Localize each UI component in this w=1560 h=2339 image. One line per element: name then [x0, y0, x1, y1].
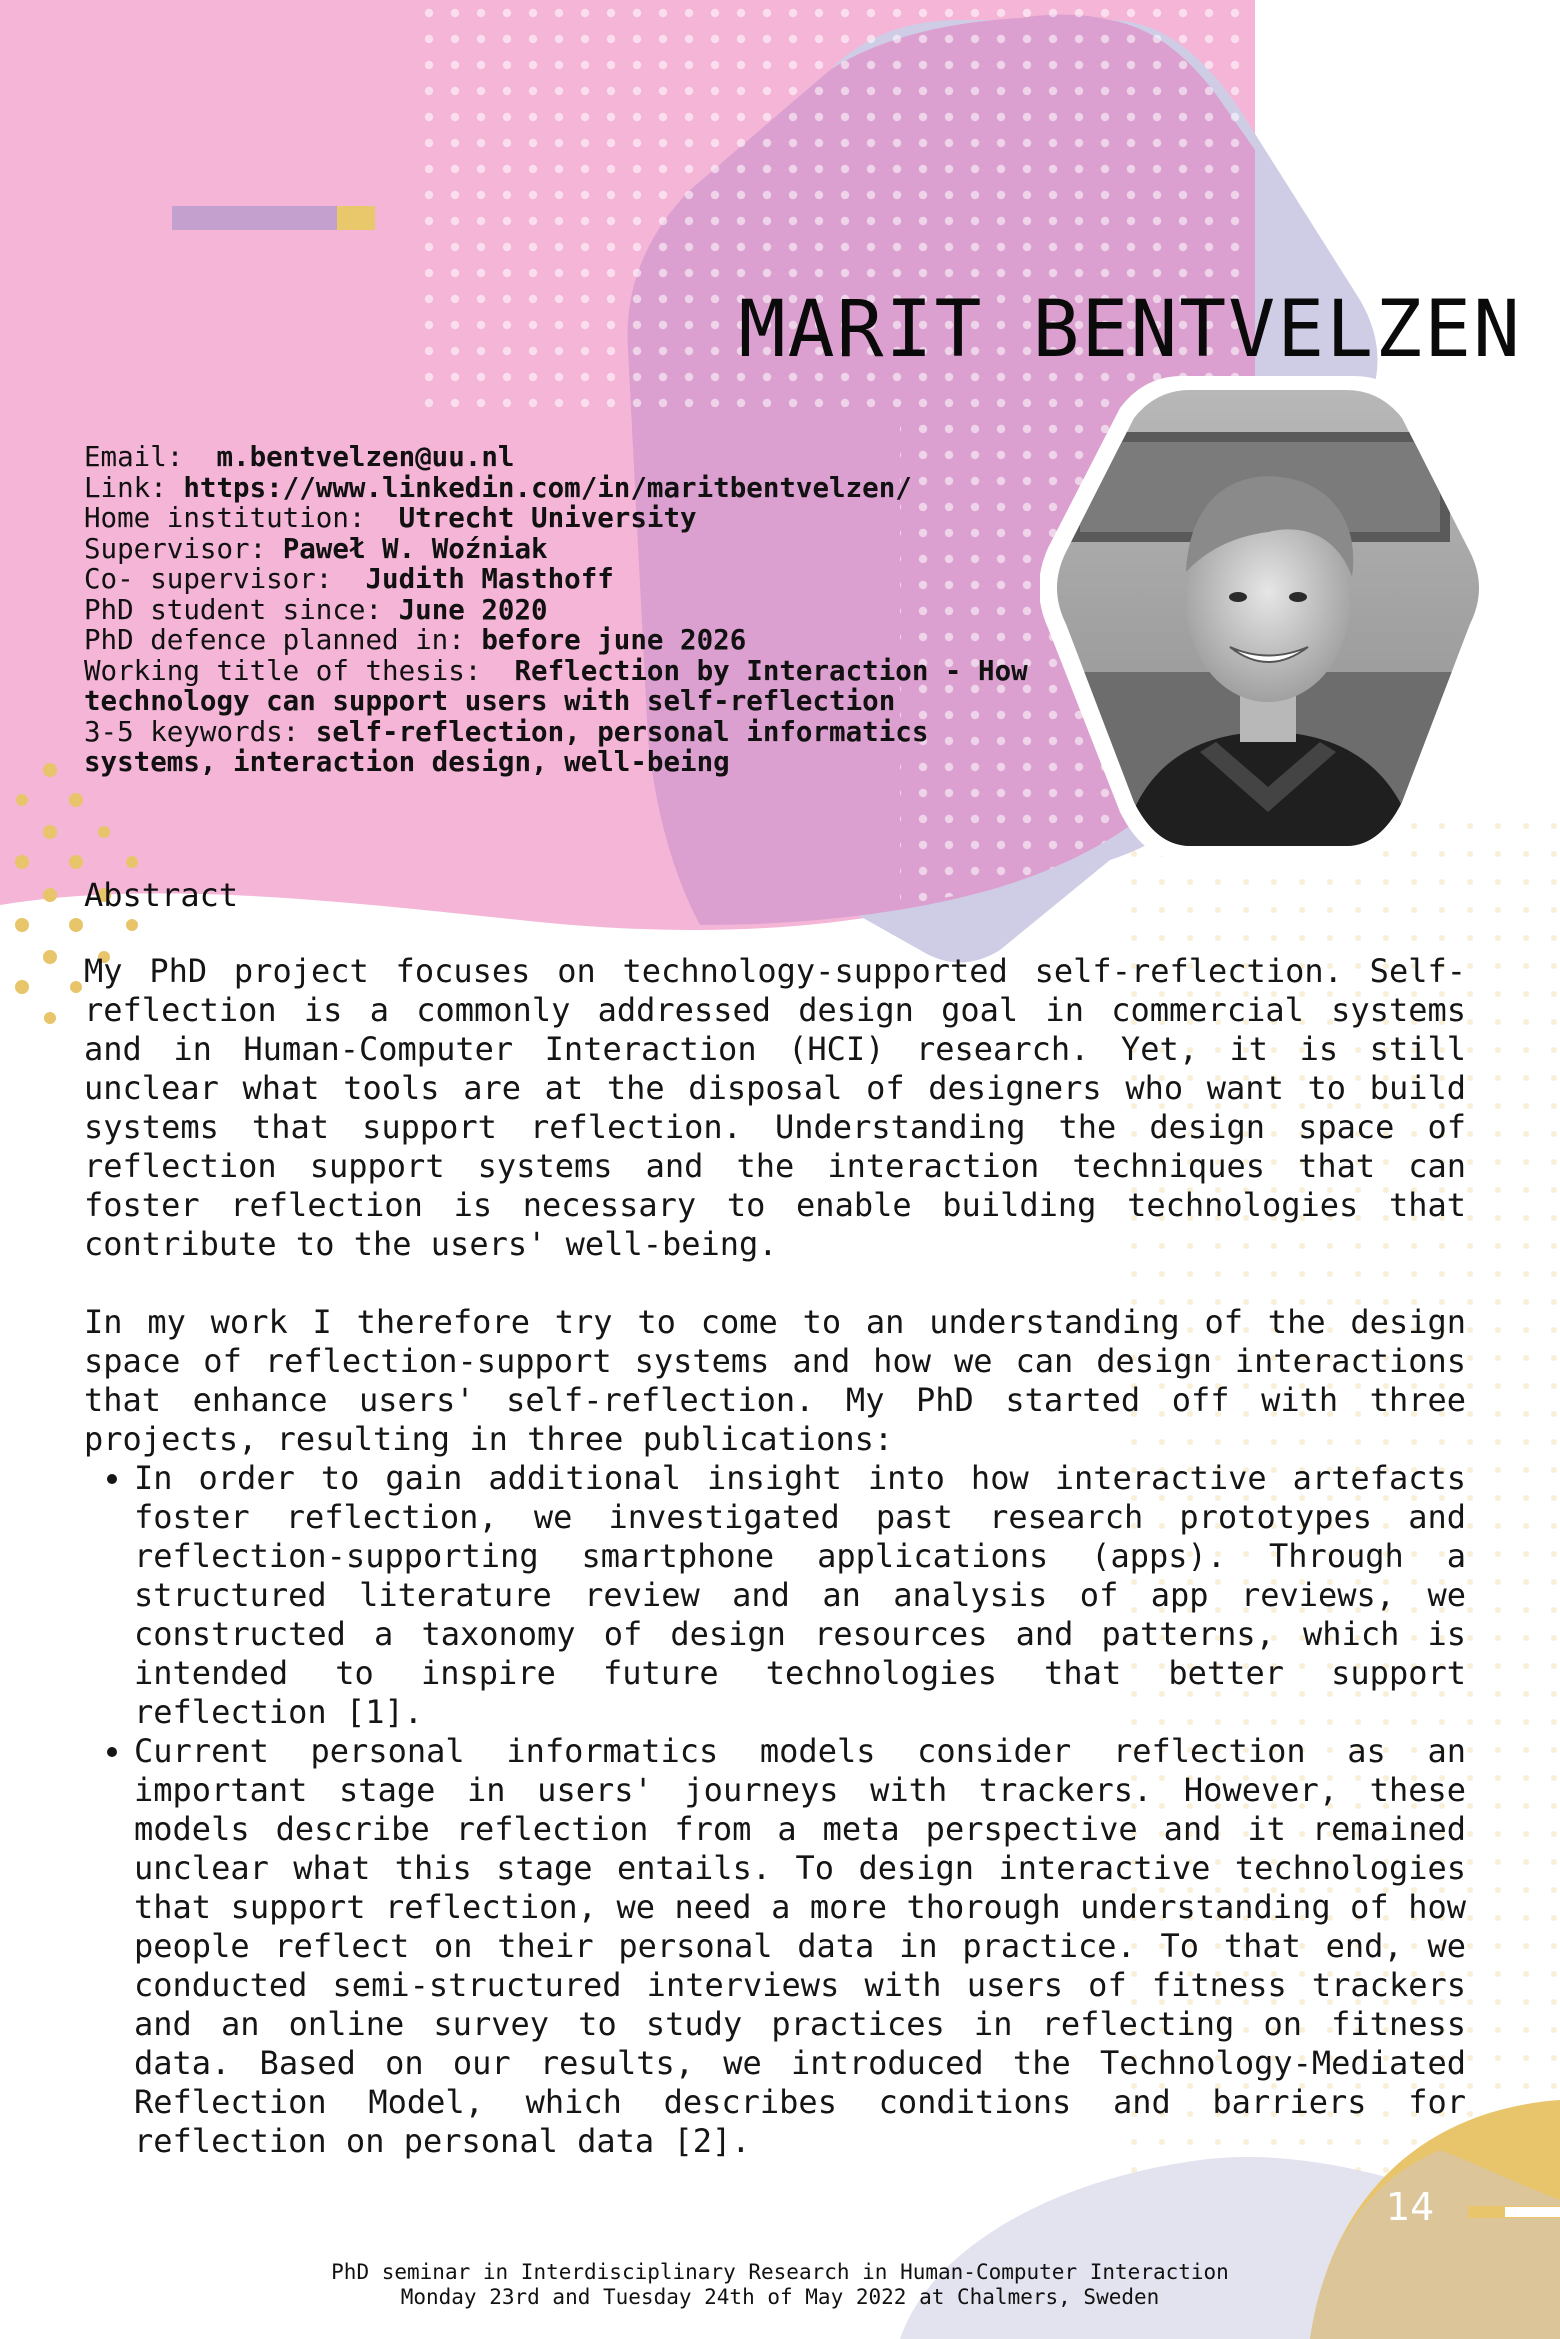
abstract-heading: Abstract — [84, 876, 239, 914]
detail-defence-planned: PhD defence planned in: before june 2026 — [84, 624, 747, 656]
list-item: • Current personal informatics models consider reflection as an important stage in users' journeys with trackers. However, these models describe reflection from a meta perspective and it remained unclear what this stage entails. To design interactive technologies that support reflection, we need a more thorough understanding of how people reflect on their personal data in practice. To that end, we conducted semi-structured interviews with users of fitness trackers and an online survey to study practices in reflecting on fitness data. Based on our results, we introduced the Technology-Mediated Reflection Model, which describes conditions and barriers for reflection on personal data [2]. — [134, 1732, 1466, 2161]
publication-list — [84, 1459, 1466, 2161]
footer — [0, 2260, 1560, 2310]
detail-home-institution: Home institution: Utrecht University — [84, 502, 697, 534]
abstract-paragraph: In my work I therefore try to come to an understanding of the design space of reflection-support systems and how we can design interactions that enhance users' self-reflection. My PhD started off with three projects, resulting in three publications: — [84, 1303, 1466, 1458]
detail-keywords: 3-5 keywords: self-reflection, personal informatics systems, interaction design, well-being — [84, 715, 945, 778]
abstract-paragraph: My PhD project focuses on technology-supported self-reflection. Self-reflection is a commonly addressed design goal in commercial systems and in Human-Computer Interaction (HCI) research. Yet, it is still unclear what tools are at the disposal of designers who want to build systems that support reflection. Understanding the design space of reflection support systems and the interaction techniques that can foster reflection is necessary to enable building technologies that contribute to the users' well-being. — [84, 952, 1466, 1263]
portrait-photo — [1040, 372, 1496, 864]
detail-supervisor: Supervisor: Paweł W. Woźniak — [84, 532, 548, 565]
page-number: 14 — [1386, 2185, 1435, 2229]
profile-details — [84, 442, 1059, 778]
footer-line-event: PhD seminar in Interdisciplinary Research in Human-Computer Interaction — [331, 2260, 1229, 2284]
accent-bar — [172, 206, 375, 230]
detail-thesis-title: Working title of thesis: Reflection by Interaction - How technology can support users with self-reflection — [84, 654, 1045, 717]
email-link[interactable]: m.bentvelzen@uu.nl — [216, 441, 515, 473]
white-line-bottom — [1505, 2207, 1560, 2217]
abstract-body — [84, 952, 1466, 2161]
linkedin-link[interactable]: https://www.linkedin.com/in/maritbentvelzen/ — [183, 471, 912, 504]
person-name: MARIT BENTVELZEN — [738, 285, 1522, 375]
detail-link: Link: https://www.linkedin.com/in/maritbentvelzen/ — [84, 471, 912, 504]
detail-phd-since: PhD student since: June 2020 — [84, 593, 548, 626]
list-item: • In order to gain additional insight into how interactive artefacts foster reflection, we investigated past research prototypes and reflection-supporting smartphone applications (apps). Through a structured literature review and an analysis of app reviews, we constructed a taxonomy of design resources and patterns, which is intended to inspire future technologies that better support reflection [1]. — [134, 1459, 1466, 1732]
accent-bar-yellow — [337, 206, 375, 230]
accent-bar-lavender — [172, 206, 337, 230]
footer-line-date: Monday 23rd and Tuesday 24th of May 2022 at Chalmers, Sweden — [400, 2285, 1160, 2309]
detail-email: Email: m.bentvelzen@uu.nl — [84, 441, 515, 473]
detail-co-supervisor: Co- supervisor: Judith Masthoff — [84, 563, 614, 595]
